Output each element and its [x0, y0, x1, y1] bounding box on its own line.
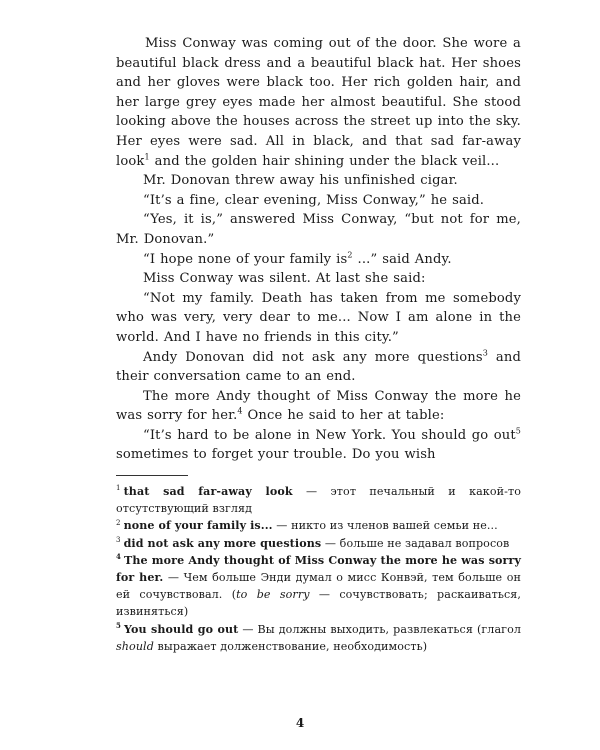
footnote-5-term: You should go out [123, 622, 239, 636]
footnote-1-term: that sad far-away look [123, 485, 293, 499]
footnote-1-gloss: — этот печальный и какой-то отсутствующий взгляд [116, 485, 521, 516]
paragraph-5 [116, 250, 521, 270]
paragraph-7: “Not my family. Death has taken from me somebody who was very, very dear to me... Now I am alone in the world. And I have no friends in this city.” [116, 290, 521, 345]
paragraph-8-text: Andy Donovan did not ask any more questions [143, 349, 483, 365]
paragraph-6: Miss Conway was silent. At last she said: [143, 271, 426, 287]
footnote-2-term: none of your family is... [123, 519, 273, 533]
footnote-ref-3: 3 [482, 348, 488, 358]
footnote-1 [116, 483, 521, 517]
footnote-3-number: 3 [116, 535, 121, 544]
footnote-2-gloss: — никто из членов вашей семьи не... [272, 519, 498, 533]
footnote-4 [116, 552, 521, 621]
footnote-ref-5: 5 [515, 426, 521, 436]
paragraph-10-text: “It’s hard to be alone in New York. You should go out [143, 427, 516, 443]
paragraph-9-end: Once he said to her at table: [242, 408, 445, 424]
paragraph-9-text: The more Andy thought of Miss Conway the more he was sorry for her. [116, 388, 521, 424]
footnote-2-number: 2 [116, 518, 121, 527]
footnote-5-gloss: — Вы должны выходить, развлекаться (глагол [238, 622, 521, 636]
paragraph-10-end: sometimes to forget your trouble. Do you wish [116, 447, 436, 463]
paragraph-1-text: Miss Conway was coming out of the door. She wore a beautiful black dress and a beautiful black hat. Her shoes and her gloves were black too. Her rich golden hair, and her large grey eyes made her almost beautiful. She stood looking above the houses across the street up into the sky. Her eyes were sad. All in black, and that sad far-away look [116, 36, 521, 169]
paragraph-4: “Yes, it is,” answered Miss Conway, “but not for me, Mr. Donovan.” [116, 212, 521, 247]
paragraph-3: “It’s a fine, clear evening, Miss Conway,” he said. [143, 192, 485, 208]
footnote-ref-1: 1 [144, 152, 150, 162]
footnote-4-gloss: — Чем больше Энди думал о мисс Конвэй, тем больше он ей сочувствовал. ( [116, 571, 521, 602]
paragraph-9 [116, 387, 521, 426]
footnote-divider [116, 475, 188, 476]
page-number: 4 [295, 716, 305, 730]
footnote-4-number: 4 [116, 552, 121, 562]
paragraph-5-end: ...” said Andy. [352, 251, 452, 267]
footnote-4-italic: to be sorry [236, 588, 310, 602]
footnote-4-term: The more Andy thought of Miss Conway the more he was sorry for her. [116, 553, 521, 585]
paragraph-10 [116, 426, 521, 465]
footnote-5 [116, 621, 521, 655]
footnote-2 [116, 517, 521, 534]
footnote-3 [116, 535, 521, 552]
paragraph-8 [116, 348, 521, 387]
footnote-5-number: 5 [116, 621, 121, 630]
footnote-3-gloss: — больше не задавал вопросов [321, 536, 510, 550]
paragraph-1-end: and the golden hair shining under the black veil... [149, 153, 500, 169]
paragraph-8-end: and their conversation came to an end. [116, 349, 522, 385]
footnote-4-gloss-end: — сочувствовать; раскаиваться, извиняться) [116, 588, 521, 619]
book-page [116, 34, 521, 655]
paragraph-2: Mr. Donovan threw away his unfinished cigar. [143, 173, 458, 189]
footnote-5-italic: should [116, 639, 154, 653]
main-text [116, 34, 521, 465]
paragraph-5-text: “I hope none of your family is [143, 251, 348, 267]
footnote-3-term: did not ask any more questions [123, 536, 322, 550]
footnotes [116, 483, 521, 655]
footnote-5-gloss-end: выражает долженствование, необходимость) [153, 639, 428, 653]
paragraph-1 [116, 34, 521, 171]
footnote-ref-4: 4 [237, 406, 243, 416]
footnote-1-number: 1 [116, 484, 121, 493]
footnote-ref-2: 2 [347, 250, 353, 260]
